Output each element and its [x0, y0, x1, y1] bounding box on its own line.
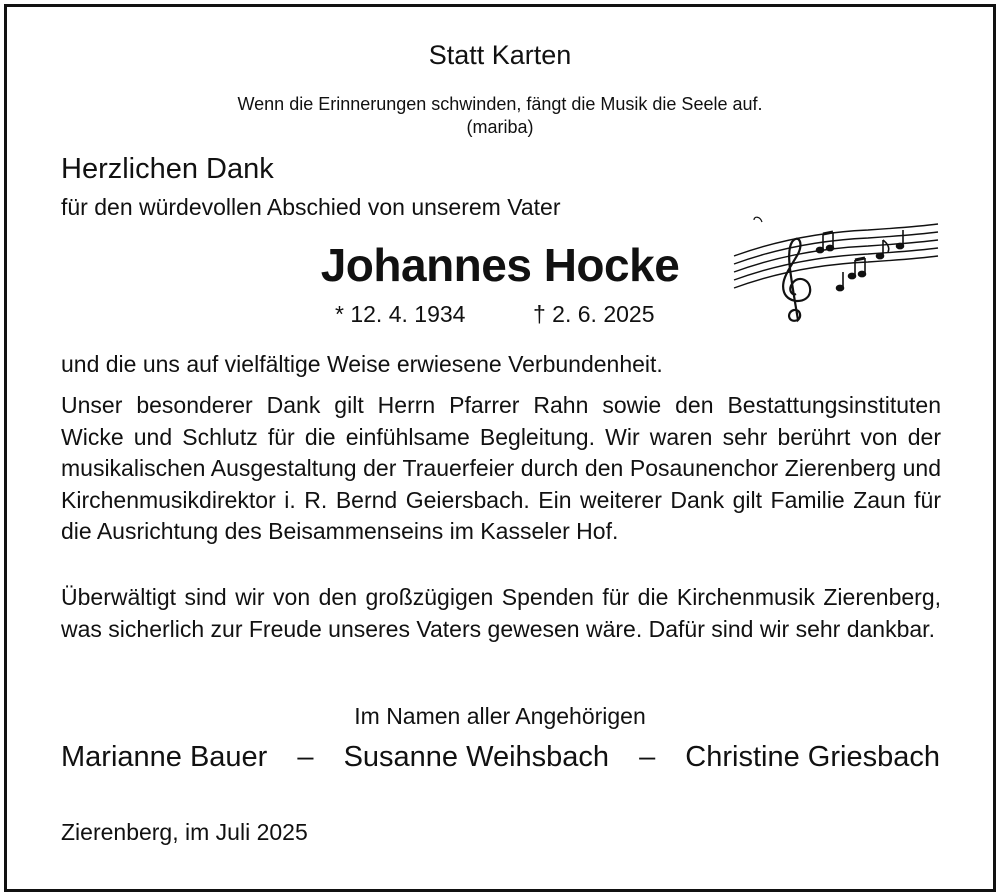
quote-text: Wenn die Erinnerungen schwinden, fängt die Musik die Seele auf.: [237, 94, 763, 114]
signatories: [61, 741, 940, 774]
thanks-heading: Herzlichen Dank: [61, 153, 274, 185]
death-date: † 2. 6. 2025: [533, 301, 655, 327]
quote-author: (mariba): [466, 117, 534, 137]
signatory-3: Christine Griesbach: [685, 741, 940, 773]
signatory-separator: –: [297, 741, 314, 773]
signatory-2: Susanne Weihsbach: [343, 741, 610, 773]
body-paragraph-3: Überwältigt sind wir von den großzügigen Spenden für die Kirchenmusik Zierenberg, was sicherlich zur Freude unseres Vaters gewesen wäre. Dafür sind wir sehr dankbar.: [61, 584, 941, 642]
signatory-1: Marianne Bauer: [61, 741, 268, 773]
deceased-name: Johannes Hocke: [320, 239, 680, 291]
body-paragraph-1: und die uns auf vielfältige Weise erwiesene Verbundenheit.: [61, 351, 663, 377]
place-and-date: Zierenberg, im Juli 2025: [61, 819, 308, 845]
signatory-separator: –: [639, 741, 656, 773]
music-notes-treble-clef-icon: [728, 212, 940, 334]
notice-heading: Statt Karten: [428, 40, 572, 70]
closing-line: Im Namen aller Angehörigen: [354, 703, 646, 729]
thanks-intro-line: für den würdevollen Abschied von unserem Vater: [61, 194, 561, 220]
quote-block: [0, 93, 1000, 139]
birth-date: * 12. 4. 1934: [335, 301, 466, 327]
body-paragraph-2: Unser besonderer Dank gilt Herrn Pfarrer Rahn sowie den Bestattungsinstituten Wicke und Schlutz für die einfühlsame Begleitung. Wir waren sehr berührt von der musikalischen Ausgestaltung der Trauerfeier durch den Posaunenchor Zierenberg und Kirchenmusikdirektor i. R. Bernd Geiersbach. Ein weiterer Dank gilt Familie Zaun für die Ausrichtung des Beisammenseins im Kasseler Hof.: [61, 392, 941, 544]
